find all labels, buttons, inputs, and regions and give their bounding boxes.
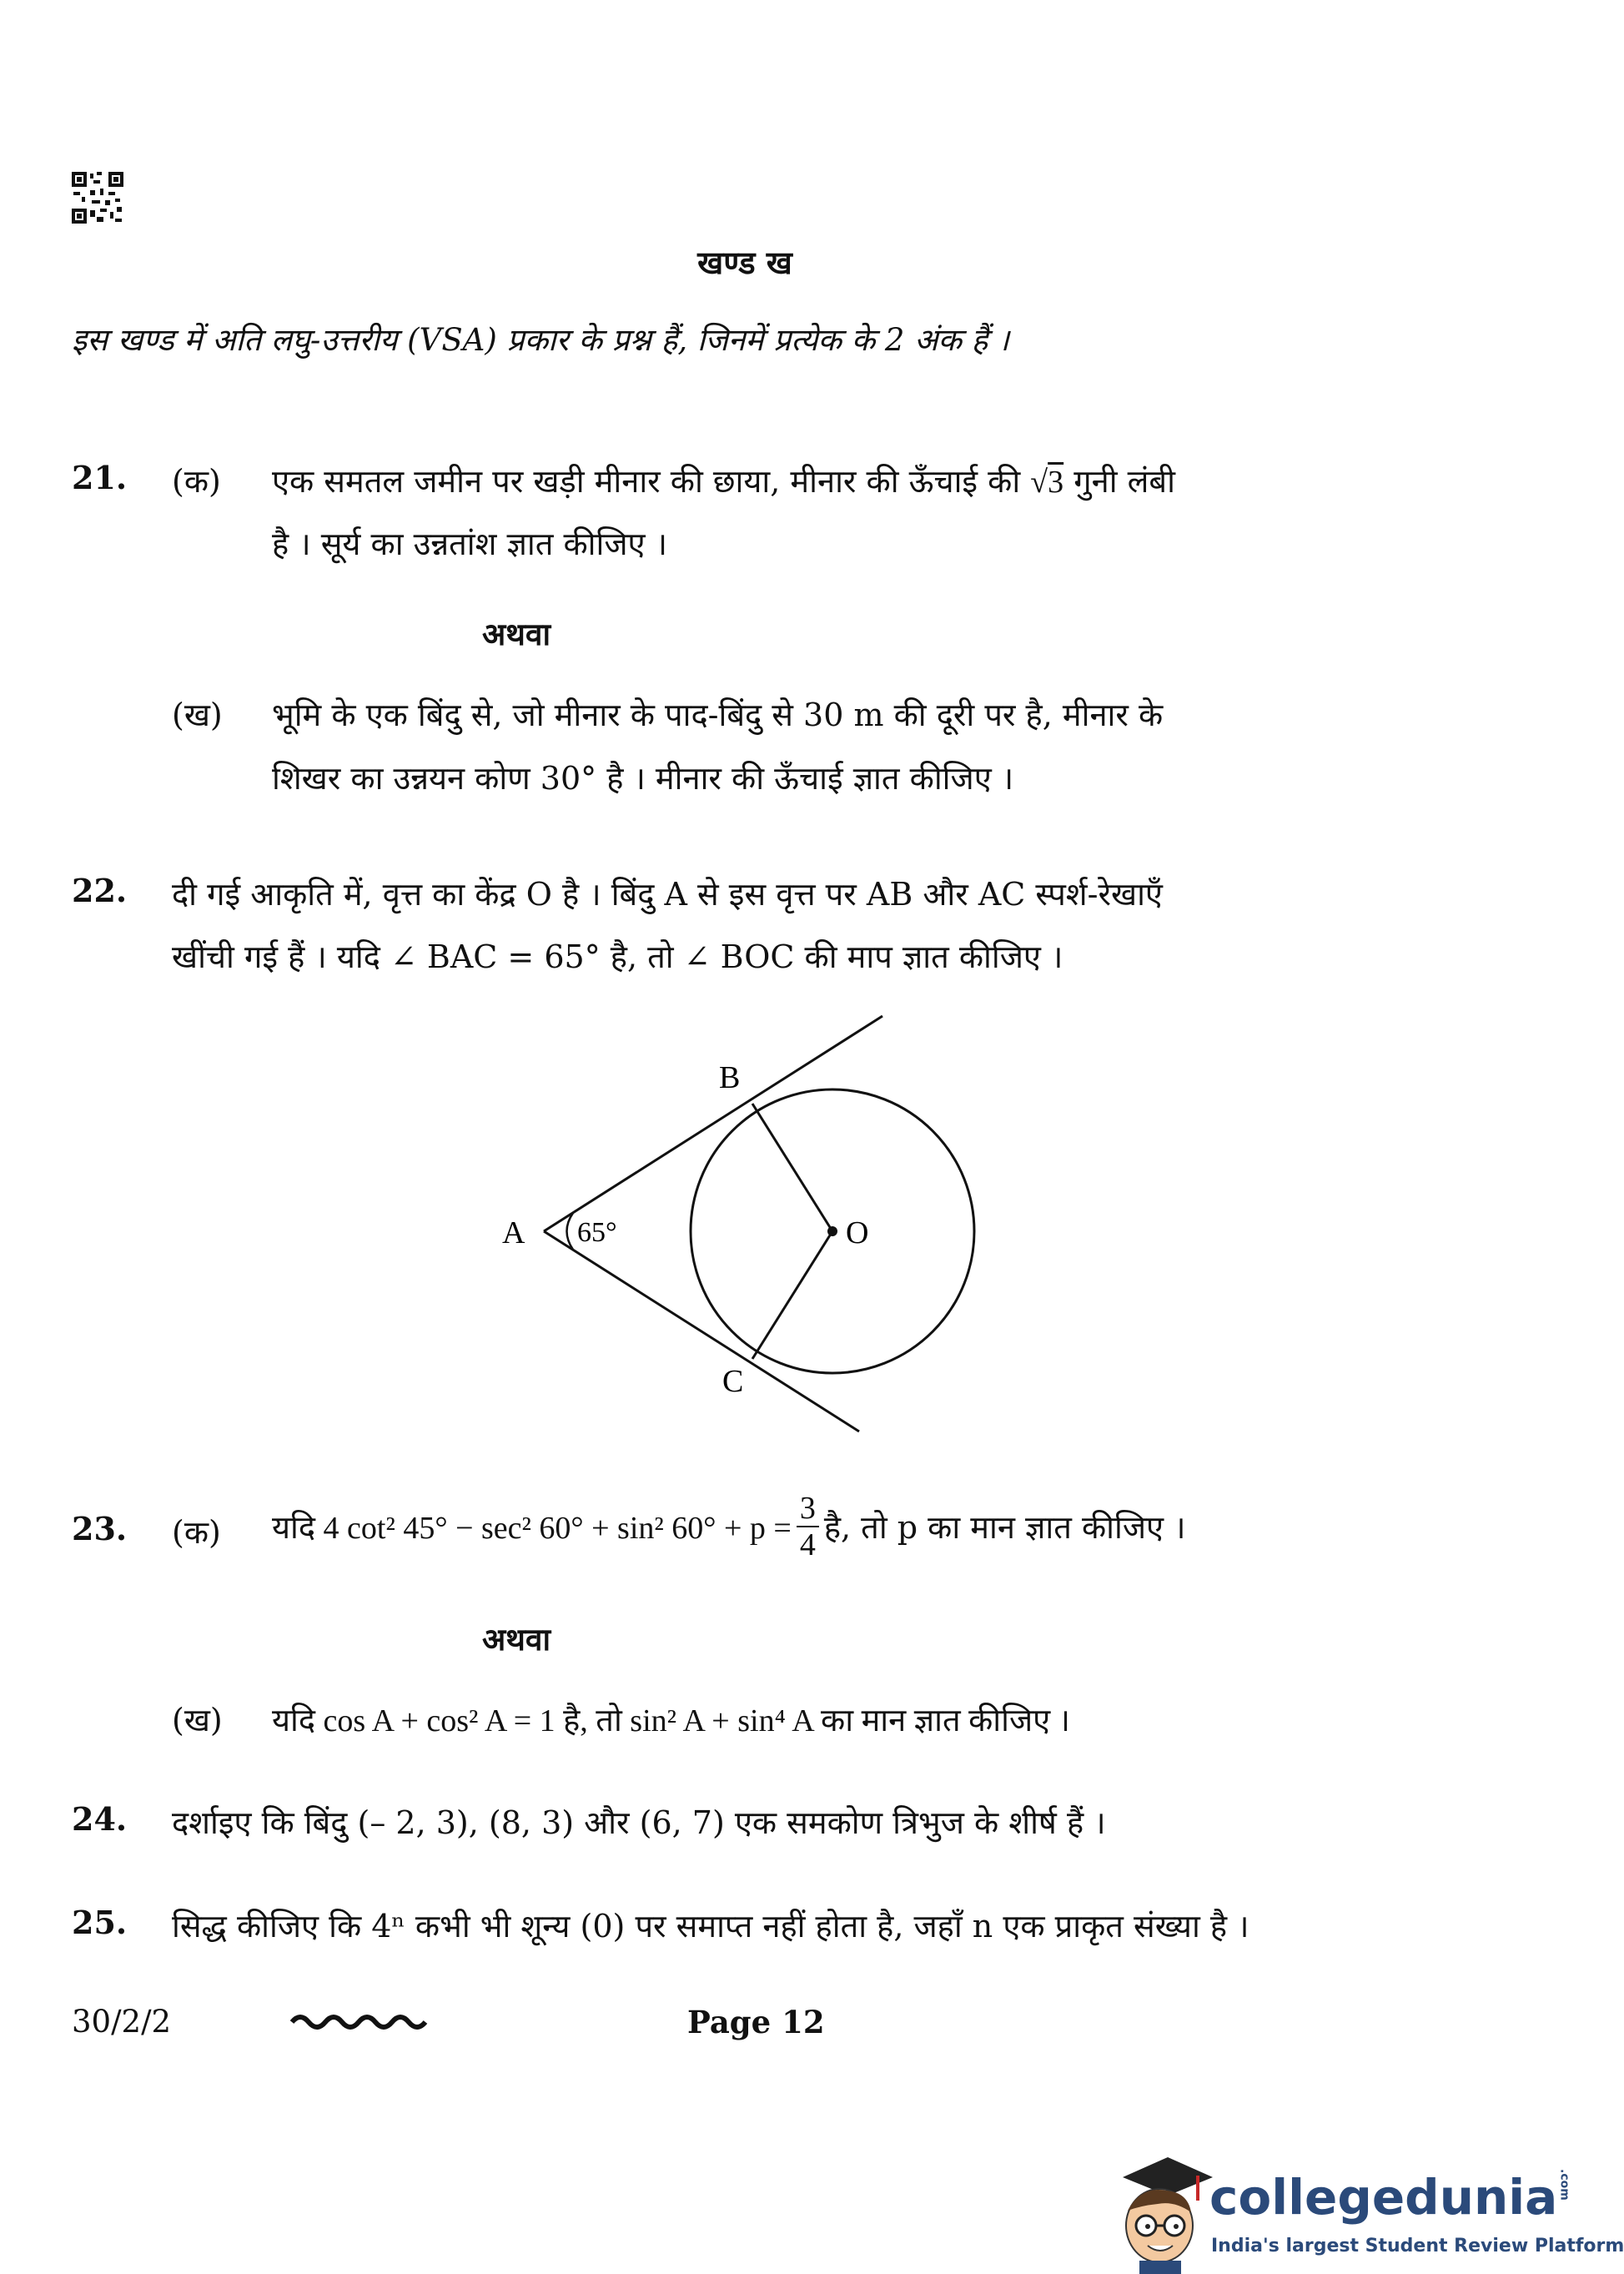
q21-b-line1: भूमि के एक बिंदु से, जो मीनार के पाद-बिंदु से 30 m की दूरी पर है, मीनार के <box>272 697 1164 733</box>
section-title: खण्ड ख <box>697 244 792 281</box>
page-number: Page 12 <box>687 2004 825 2040</box>
q23-b-text: यदि cos A + cos² A = 1 है, तो sin² A + sin⁴ A का मान ज्ञात कीजिए । <box>272 1703 1071 1738</box>
q23-a-label: (क) <box>172 1514 221 1551</box>
q23-b-label: (ख) <box>172 1702 223 1738</box>
radius-oc <box>752 1231 832 1359</box>
q21-number: 21. <box>72 459 128 496</box>
tangent-ac <box>544 1231 859 1431</box>
label-b: B <box>719 1060 741 1095</box>
tangent-ab <box>544 1016 882 1231</box>
sqrt-3: √3 <box>1030 465 1064 500</box>
q23-or: अथवा <box>482 1621 551 1658</box>
q22-line2: खींची गई हैं । यदि ∠ BAC = 65° है, तो ∠ BOC की माप ज्ञात कीजिए । <box>172 938 1063 975</box>
q21-b-line2: शिखर का उन्नयन कोण 30° है । मीनार की ऊँचाई ज्ञात कीजिए । <box>272 760 1014 797</box>
q23-number: 23. <box>72 1510 128 1547</box>
q21-or: अथवा <box>482 616 551 652</box>
q21-b-label: (ख) <box>172 697 223 733</box>
label-a: A <box>502 1215 525 1250</box>
paper-code: 30/2/2 <box>72 2004 172 2040</box>
brand-name: collegedunia.com <box>1209 2169 1571 2226</box>
angle-label: 65° <box>577 1217 617 1248</box>
section-instructions: इस खण्ड में अति लघु-उत्तरीय (VSA) प्रकार के प्रश्न हैं, जिनमें प्रत्येक के 2 अंक हैं । <box>72 322 1010 358</box>
q24-number: 24. <box>72 1800 128 1838</box>
q21-a-label: (क) <box>172 463 221 500</box>
q21-a-line1: एक समतल जमीन पर खड़ी मीनार की छाया, मीनार की ऊँचाई की √3 गुनी लंबी <box>272 463 1175 500</box>
q21-a-line2: है । सूर्य का उन्नतांश ज्ञात कीजिए । <box>272 526 668 562</box>
fraction-three-quarters: $\frac{3}{4}$ <box>797 1491 819 1562</box>
q22-number: 22. <box>72 872 128 909</box>
q25-text: सिद्ध कीजिए कि 4ⁿ कभी भी शून्य (0) पर समाप्त नहीं होता है, जहाँ n एक प्राकृत संख्या है । <box>172 1908 1249 1944</box>
angle-arc <box>567 1213 574 1250</box>
wavy-line-decoration <box>290 2012 429 2032</box>
student-mascot-icon <box>1108 2152 1204 2274</box>
qr-code-icon <box>72 172 123 224</box>
q22-line1: दी गई आकृति में, वृत्त का केंद्र O है । बिंदु A से इस वृत्त पर AB और AC स्पर्श-रेखाएँ <box>172 876 1163 913</box>
q25-number: 25. <box>72 1904 128 1941</box>
brand-tagline: India's largest Student Review Platform <box>1211 2236 1624 2256</box>
radius-ob <box>752 1104 832 1231</box>
label-c: C <box>722 1364 744 1399</box>
q23-a-line: यदि 4 cot² 45° − sec² 60° + sin² 60° + p = $\frac{3}{4}$ है, तो p का मान ज्ञात कीजिए । <box>272 1491 1186 1562</box>
label-o: O <box>846 1215 869 1250</box>
tangent-circle-figure <box>484 1001 918 1443</box>
center-point <box>827 1226 837 1236</box>
q24-text: दर्शाइए कि बिंदु (– 2, 3), (8, 3) और (6, 7) एक समकोण त्रिभुज के शीर्ष हैं । <box>172 1804 1106 1841</box>
